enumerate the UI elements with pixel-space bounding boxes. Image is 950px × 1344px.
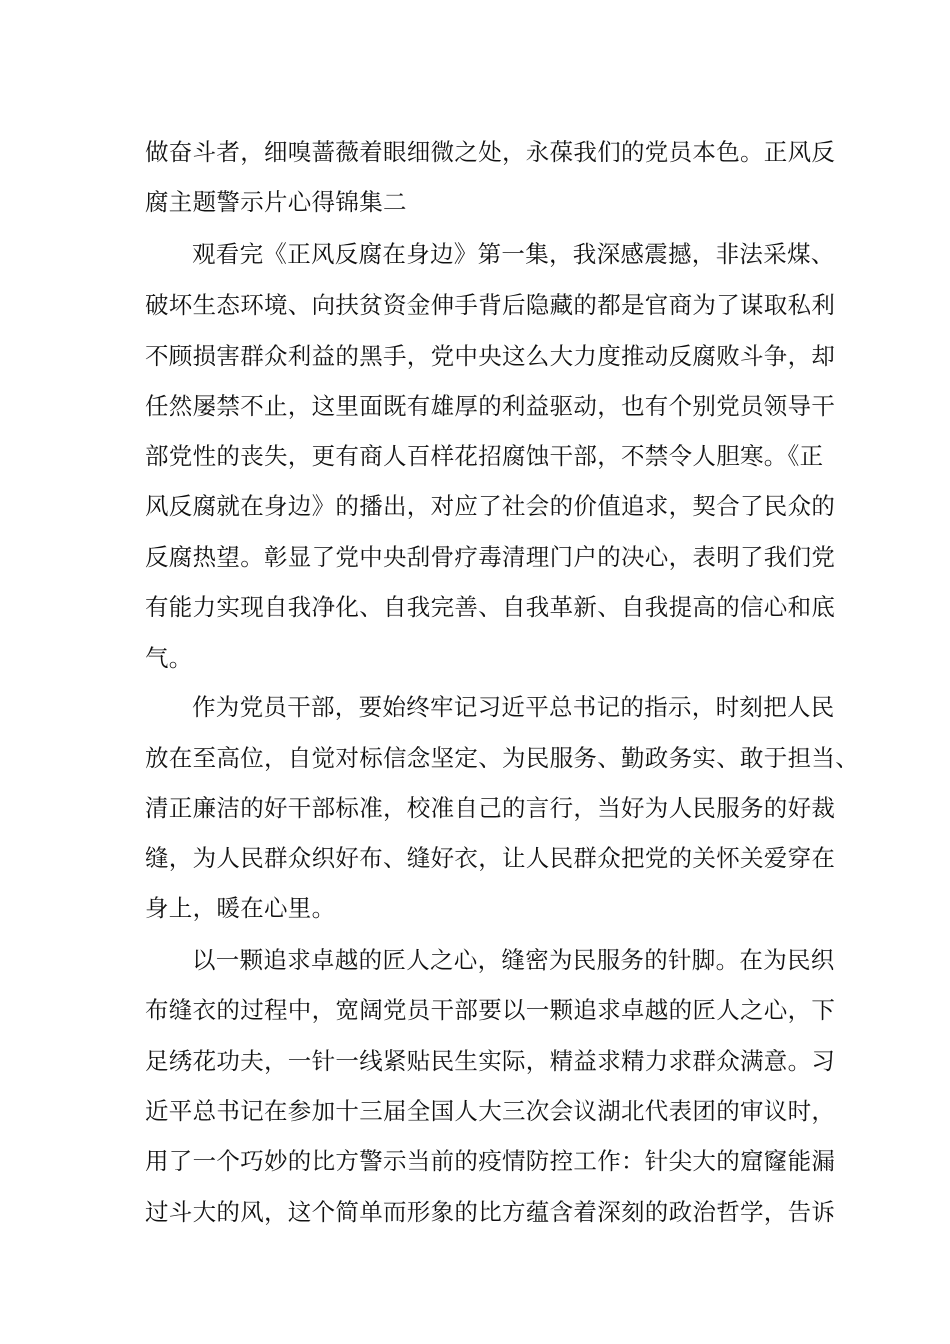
text-line: 放在至高位，自觉对标信念坚定、为民服务、勤政务实、敢于担当、 bbox=[145, 744, 859, 772]
text-line: 部党性的丧失，更有商人百样花招腐蚀干部，不禁令人胆寒。《正 bbox=[145, 442, 824, 470]
text-line: 做奋斗者，细嗅蔷薇着眼细微之处，永葆我们的党员本色。正风反 bbox=[145, 138, 836, 166]
text-line: 有能力实现自我净化、自我完善、自我革新、自我提高的信心和底 bbox=[145, 593, 836, 621]
text-line: 观看完《正风反腐在身边》第一集，我深感震撼，非法采煤、 bbox=[192, 240, 835, 268]
text-line: 反腐热望。彰显了党中央刮骨疗毒清理门户的决心，表明了我们党 bbox=[145, 543, 836, 571]
text-line: 身上，暖在心里。 bbox=[145, 894, 336, 922]
text-line: 缝，为人民群众织好布、缝好衣，让人民群众把党的关怀关爱穿在 bbox=[145, 844, 836, 872]
text-line: 风反腐就在身边》的播出，对应了社会的价值追求，契合了民众的 bbox=[145, 492, 836, 520]
text-line: 用了一个巧妙的比方警示当前的疫情防控工作：针尖大的窟窿能漏 bbox=[145, 1147, 836, 1175]
text-line: 近平总书记在参加十三届全国人大三次会议湖北代表团的审议时， bbox=[145, 1097, 836, 1125]
text-line: 足绣花功夫，一针一线紧贴民生实际，精益求精力求群众满意。习 bbox=[145, 1047, 836, 1075]
text-line: 破坏生态环境、向扶贫资金伸手背后隐藏的都是官商为了谋取私利 bbox=[145, 291, 836, 319]
text-line: 清正廉洁的好干部标准，校准自己的言行，当好为人民服务的好裁 bbox=[145, 794, 836, 822]
text-line: 布缝衣的过程中，宽阔党员干部要以一颗追求卓越的匠人之心，下 bbox=[145, 996, 836, 1024]
text-line: 任然屡禁不止，这里面既有雄厚的利益驱动，也有个别党员领导干 bbox=[145, 392, 836, 420]
text-line: 以一颗追求卓越的匠人之心，缝密为民服务的针脚。在为民织 bbox=[192, 946, 835, 974]
text-line: 腐主题警示片心得锦集二 bbox=[145, 188, 407, 216]
text-line: 作为党员干部，要始终牢记习近平总书记的指示，时刻把人民 bbox=[192, 693, 835, 721]
text-line: 不顾损害群众利益的黑手，党中央这么大力度推动反腐败斗争，却 bbox=[145, 342, 836, 370]
text-line: 气。 bbox=[145, 644, 193, 672]
text-line: 过斗大的风，这个简单而形象的比方蕴含着深刻的政治哲学，告诉 bbox=[145, 1198, 836, 1226]
